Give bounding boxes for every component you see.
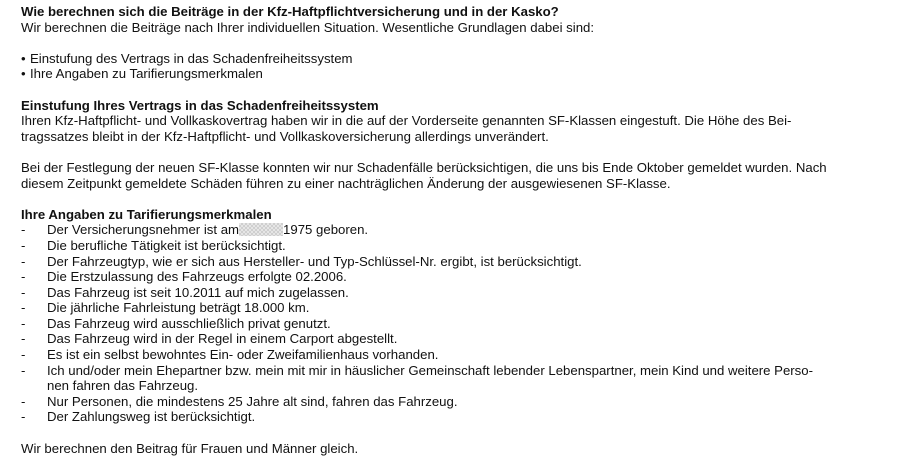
tariff-item: - Nur Personen, die mindestens 25 Jahre alt sind, fahren das Fahrzeug. [21,394,891,410]
item-text: Ich und/oder mein Ehepartner bzw. mein mit mir in häuslicher Gemeinschaft lebender Lebenspartner, mein Kind und weitere Perso- [47,362,814,378]
tariff-item-drivers [21,363,891,394]
item-text: Der Versicherungsnehmer ist am [47,222,240,238]
bullet-item: • Ihre Angaben zu Tarifierungsmerkmalen [21,66,891,82]
tariff-feature-list [21,222,891,425]
item-text: nen fahren das Fahrzeug. [47,378,199,394]
tariff-item: - Das Fahrzeug wird ausschließlich privat genutzt. [21,316,891,332]
section-heading-sf-classification: Einstufung Ihres Vertrags in das Schadenfreiheitssystem [21,97,379,113]
redacted-date [239,223,283,236]
tariff-item-birthdate [21,222,891,238]
intro-text: Wir berechnen die Beiträge nach Ihrer individuellen Situation. Wesentliche Grundlagen dabei sind: [21,19,595,35]
section-heading-contribution-calculation: Wie berechnen sich die Beiträge in der Kfz-Haftpflichtversicherung und in der Kasko? [21,4,559,19]
paragraph-line: Ihren Kfz-Haftpflicht- und Vollkaskovertrag haben wir in die auf der Vorderseite genannten SF-Klassen eingestuft. Die Höhe des Bei- [21,113,792,129]
sf-classification-paragraph [21,113,891,144]
tariff-item: - Die berufliche Tätigkeit ist berücksichtigt. [21,238,891,254]
tariff-item: - Die jährliche Fahrleistung beträgt 18.000 km. [21,300,891,316]
paragraph-line: Bei der Festlegung der neuen SF-Klasse konnten wir nur Schadenfälle berücksichtigen, die uns bis Ende Oktober gemeldet wurden. Nach [21,159,827,175]
sf-claims-paragraph [21,160,891,191]
basis-bullet-list [21,51,891,82]
tariff-item: - Das Fahrzeug ist seit 10.2011 auf mich zugelassen. [21,285,891,301]
item-text: 1975 geboren. [283,222,369,238]
paragraph-line: tragssatzes bleibt in der Kfz-Haftpflicht- und Vollkaskoversicherung allerdings unverändert. [21,128,549,144]
tariff-item: - Das Fahrzeug wird in der Regel in einem Carport abgestellt. [21,331,891,347]
tariff-item: - Es ist ein selbst bewohntes Ein- oder Zweifamilienhaus vorhanden. [21,347,891,363]
tariff-item: - Der Fahrzeugtyp, wie er sich aus Hersteller- und Typ-Schlüssel-Nr. ergibt, ist berücksichtigt. [21,254,891,270]
paragraph-line: diesem Zeitpunkt gemeldete Schäden führen zu einer nachträglichen Änderung der ausgewiesenen SF-Klasse. [21,175,671,191]
closing-text: Wir berechnen den Beitrag für Frauen und Männer gleich. [21,440,359,456]
bullet-item: • Einstufung des Vertrags in das Schadenfreiheitssystem [21,51,891,67]
tariff-item: - Die Erstzulassung des Fahrzeugs erfolgte 02.2006. [21,269,891,285]
tariff-item: - Der Zahlungsweg ist berücksichtigt. [21,409,891,425]
section-heading-tariff-features: Ihre Angaben zu Tarifierungsmerkmalen [21,206,272,222]
